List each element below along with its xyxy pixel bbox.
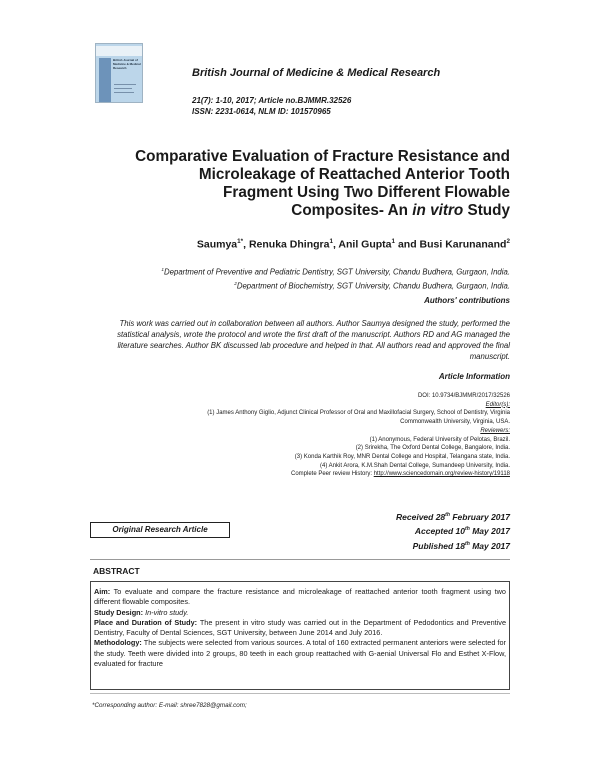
published-date (396, 538, 510, 552)
abstract-label: Place and Duration of Study: (94, 617, 198, 627)
citation: 21(7): 1-10, 2017; Article no.BJMMR.32526 (192, 96, 352, 105)
abstract-label: Aim: (94, 587, 111, 596)
review-history-link[interactable]: http://www.sciencedomain.org/review-history/19118 (373, 471, 510, 478)
issn: ISSN: 2231-0614, NLM ID: 101570965 (192, 107, 331, 116)
author-sep: , (243, 238, 249, 251)
cover-line (114, 84, 136, 85)
author-name: Busi Karunanand (419, 238, 507, 251)
date-label: Received 28 (396, 511, 446, 522)
abstract-method (94, 638, 506, 669)
accepted-date (396, 523, 510, 537)
citation-block (192, 95, 351, 117)
contributions-text: This work was carried out in collaboration between all authors. Author Saumya designed the study, performed the statistical analysis, wrote the protocol and wrote the first draft of the manuscript. Authors RD and AG managed the literature searches. Author BK discussed lab procedure and helped in that. All authors read and approved the final manuscript. (117, 319, 510, 361)
abstract-design (94, 608, 506, 618)
reviewers-label: Reviewers: (480, 427, 510, 434)
title-italic: in vitro (412, 202, 464, 219)
editors-label: Editor(s): (485, 401, 510, 408)
author-sep: , (332, 238, 339, 251)
article-title (80, 148, 510, 220)
affiliation-sup: 1 (161, 267, 165, 272)
doi: DOI: 10.9734/BJMMR/2017/32526 (417, 393, 510, 399)
author-name: Saumya (196, 238, 238, 251)
cover-title: British Journal of Medicine & Medical Research (113, 58, 141, 70)
cover-stripe (99, 58, 111, 102)
received-date (396, 509, 510, 523)
editor: Commonwealth University, Virginia, USA. (400, 419, 510, 426)
article-info (90, 392, 510, 479)
title-line (80, 202, 510, 220)
date-rest: May 2017 (469, 526, 510, 537)
journal-name: British Journal of Medicine & Medical Research (192, 67, 441, 79)
footnote-divider (90, 693, 510, 694)
affiliation-text: Department of Biochemistry, SGT University, Chandu Budhera, Gurgaon, India. (236, 281, 510, 291)
reviewer: (3) Konda Karthik Roy, MNR Dental College and Hospital, Telangana state, India. (294, 453, 510, 460)
footnote: *Corresponding author: E-mail: shree7828@gmail.com; (92, 702, 247, 709)
abstract-heading: ABSTRACT (93, 566, 140, 576)
review-history-label: Complete Peer review History: (291, 471, 374, 478)
title-text: Composites- An (291, 202, 413, 219)
date-sup: th (465, 540, 470, 547)
date-label: Accepted 10 (414, 526, 466, 537)
abstract-text: To evaluate and compare the fracture resistance and microleakage of reattached anterior tooth fragment using two different flowable composites. (94, 587, 506, 607)
abstract-aim (94, 587, 506, 608)
affiliations (161, 264, 510, 291)
date-rest: May 2017 (469, 540, 510, 551)
title-line: Comparative Evaluation of Fracture Resistance and (135, 148, 510, 165)
author-name: Renuka Dhingra (248, 238, 330, 251)
abstract-label: Methodology: (94, 638, 142, 648)
title-line: Fragment Using Two Different Flowable (223, 184, 510, 201)
author-sup: 1 (391, 238, 396, 245)
cover-line (114, 92, 134, 93)
article-info-heading: Article Information (438, 372, 510, 381)
abstract-place (94, 618, 506, 639)
date-sup: th (465, 526, 470, 533)
date-rest: February 2017 (449, 511, 510, 522)
title-text: Study (463, 202, 510, 219)
date-sup: th (445, 512, 450, 518)
divider (90, 559, 510, 560)
affiliation (161, 264, 510, 278)
reviewer: (2) Srirekha, The Oxford Dental College, Bangalore, India. (355, 445, 510, 452)
cover-line (114, 88, 132, 89)
author-sup: 1* (237, 238, 244, 245)
date-label: Published 18 (412, 540, 466, 551)
abstract-text: The subjects were selected from various sources. A total of 160 extracted permanent anteriors were selected for the study. Teeth were divided into 2 groups, 80 teeth in each group reattached with G-aenial Universal Flo and Esthet X-Flow, evaluated for fracture (94, 638, 506, 669)
reviewer: (1) Anonymous, Federal University of Pelotas, Brazil. (369, 436, 510, 443)
affiliation-text: Department of Preventive and Pediatric Dentistry, SGT University, Chandu Budhera, Gurgaon, India. (164, 267, 510, 277)
author-sup: 2 (506, 238, 510, 245)
cover-header-band (96, 46, 142, 56)
author-list (197, 238, 510, 251)
article-type-badge: Original Research Article (90, 522, 230, 538)
author-sep: and (395, 238, 420, 251)
abstract-text: The present in vitro study was carried out in the Department of Pedodontics and Preventive Dentistry, Faculty of Dental Sciences, SGT University, between June 2014 and July 2016. (94, 617, 507, 638)
editor: (1) James Anthony Giglio, Adjunct Clinical Professor of Oral and Maxillofacial Surgery, School of Dentistry, Virginia (207, 410, 510, 417)
article-dates (396, 509, 510, 552)
affiliation-sup: 2 (234, 280, 237, 286)
contributions-heading: Authors' contributions (424, 296, 510, 305)
title-line: Microleakage of Reattached Anterior Tooth (198, 166, 510, 183)
journal-cover-image (95, 43, 143, 103)
abstract-label: Study Design: (94, 607, 144, 617)
reviewer: (4) Ankit Arora, K.M.Shah Dental College, Sumandeep University, India. (320, 462, 510, 469)
abstract-box (90, 581, 510, 690)
author-name: Anil Gupta (338, 238, 392, 251)
review-history (90, 470, 510, 479)
abstract-text: In-vitro study. (143, 607, 189, 617)
author-sup: 1 (329, 238, 333, 245)
affiliation (161, 278, 510, 292)
